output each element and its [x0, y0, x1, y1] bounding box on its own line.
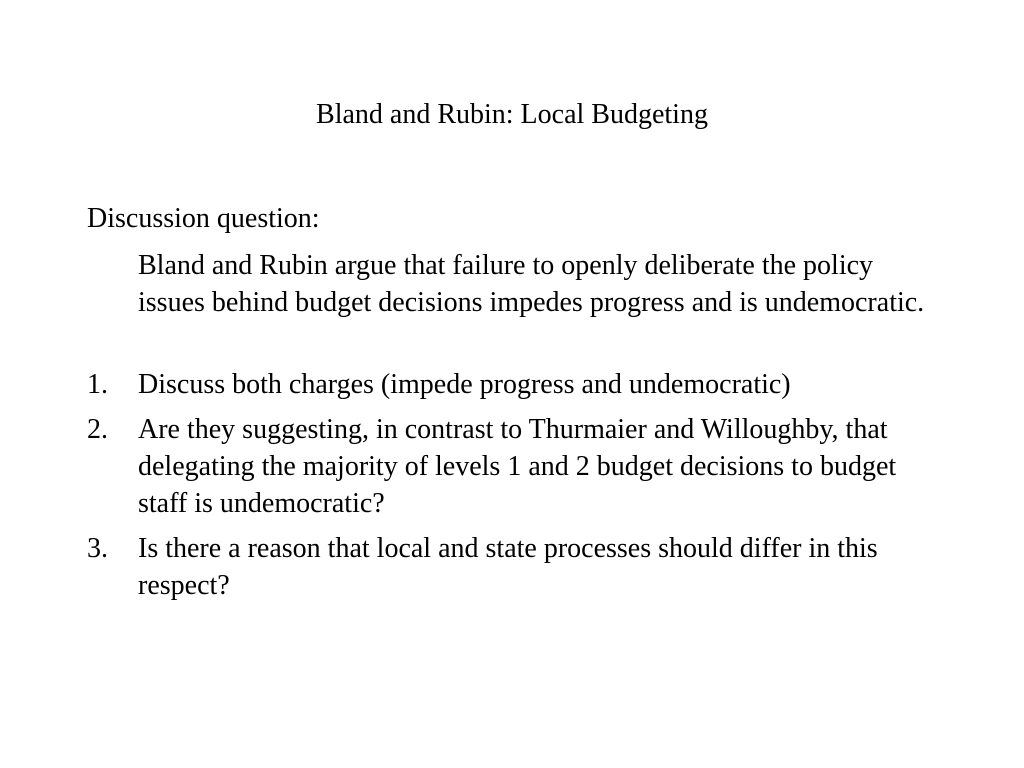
question-text: Is there a reason that local and state processes should differ in this respect?	[138, 533, 878, 601]
question-number: 1.	[87, 369, 108, 400]
question-number: 2.	[87, 414, 108, 445]
question-text: Discuss both charges (impede progress and undemocratic)	[138, 369, 791, 400]
question-text: Are they suggesting, in contrast to Thurmaier and Willoughby, that delegating the majority of levels 1 and 2 budget decisions to budget staff is undemocratic?	[138, 414, 897, 519]
slide-title: Bland and Rubin: Local Budgeting	[316, 99, 708, 130]
question-item	[87, 411, 938, 522]
question-number: 3.	[87, 533, 108, 564]
question-list	[87, 366, 967, 604]
question-item	[87, 366, 967, 403]
discussion-text: Bland and Rubin argue that failure to openly deliberate the policy issues behind budget decisions impedes progress and is undemocratic.	[138, 250, 925, 318]
question-item	[87, 530, 878, 604]
discussion-label: Discussion question:	[87, 203, 320, 234]
slide-body	[87, 200, 967, 612]
